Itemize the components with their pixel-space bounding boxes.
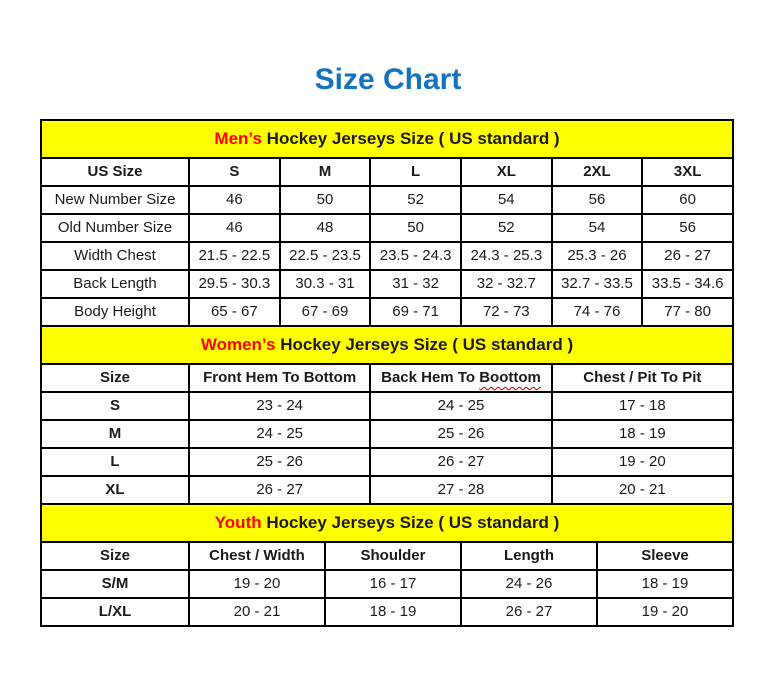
table-cell: 19 - 20 bbox=[552, 448, 733, 476]
table-head bbox=[41, 364, 733, 392]
table-cell: 48 bbox=[280, 214, 371, 242]
table-cell: 20 - 21 bbox=[552, 476, 733, 504]
row-header-cell: Width Chest bbox=[41, 242, 189, 270]
table-cell: 24 - 26 bbox=[461, 570, 597, 598]
table-cell: 23.5 - 24.3 bbox=[370, 242, 461, 270]
table-row bbox=[41, 598, 733, 626]
column-header-cell: M bbox=[280, 158, 371, 186]
table-row bbox=[41, 392, 733, 420]
table-row bbox=[41, 298, 733, 326]
column-header-cell: US Size bbox=[41, 158, 189, 186]
womens-section-banner bbox=[40, 327, 734, 363]
table-body bbox=[41, 186, 733, 326]
column-header-cell: 3XL bbox=[642, 158, 733, 186]
banner-accent-text: Youth bbox=[214, 513, 262, 532]
banner-accent-text: Women’s bbox=[200, 335, 276, 354]
column-header-cell: Chest / Width bbox=[189, 542, 325, 570]
table-cell: 26 - 27 bbox=[370, 448, 551, 476]
table-cell: 31 - 32 bbox=[370, 270, 461, 298]
table-cell: 65 - 67 bbox=[189, 298, 280, 326]
womens-size-section bbox=[40, 327, 734, 505]
row-header-cell: New Number Size bbox=[41, 186, 189, 214]
table-cell: 54 bbox=[461, 186, 552, 214]
table-body bbox=[41, 392, 733, 504]
row-header-cell: XL bbox=[41, 476, 189, 504]
table-cell: 56 bbox=[552, 186, 643, 214]
table-row bbox=[41, 186, 733, 214]
column-header-cell: XL bbox=[461, 158, 552, 186]
table-cell: 33.5 - 34.6 bbox=[642, 270, 733, 298]
table-cell: 22.5 - 23.5 bbox=[280, 242, 371, 270]
table-cell: 29.5 - 30.3 bbox=[189, 270, 280, 298]
column-header-cell: 2XL bbox=[552, 158, 643, 186]
column-header-cell: Length bbox=[461, 542, 597, 570]
table-cell: 72 - 73 bbox=[461, 298, 552, 326]
banner-text: Hockey Jerseys Size ( US standard ) bbox=[261, 129, 560, 148]
table-cell: 67 - 69 bbox=[280, 298, 371, 326]
row-header-cell: S bbox=[41, 392, 189, 420]
column-header-cell: Chest / Pit To Pit bbox=[552, 364, 733, 392]
row-header-cell: L bbox=[41, 448, 189, 476]
table-cell: 23 - 24 bbox=[189, 392, 370, 420]
header-row bbox=[41, 364, 733, 392]
table-head bbox=[41, 542, 733, 570]
header-row bbox=[41, 542, 733, 570]
table-cell: 24.3 - 25.3 bbox=[461, 242, 552, 270]
table-row bbox=[41, 476, 733, 504]
table-row bbox=[41, 214, 733, 242]
row-header-cell: L/XL bbox=[41, 598, 189, 626]
table-cell: 60 bbox=[642, 186, 733, 214]
table-head bbox=[41, 158, 733, 186]
page-title: Size Chart bbox=[314, 63, 462, 96]
size-tables-container bbox=[40, 119, 734, 627]
table-cell: 24 - 25 bbox=[189, 420, 370, 448]
table-cell: 54 bbox=[552, 214, 643, 242]
table-cell: 26 - 27 bbox=[642, 242, 733, 270]
table-cell: 27 - 28 bbox=[370, 476, 551, 504]
banner-accent-text: Men’s bbox=[214, 129, 262, 148]
banner-text: Hockey Jerseys Size ( US standard ) bbox=[275, 335, 574, 354]
column-header-cell: Sleeve bbox=[597, 542, 733, 570]
table-cell: 52 bbox=[461, 214, 552, 242]
table-cell: 18 - 19 bbox=[552, 420, 733, 448]
mens-size-table bbox=[40, 157, 734, 327]
row-header-cell: S/M bbox=[41, 570, 189, 598]
table-cell: 26 - 27 bbox=[461, 598, 597, 626]
table-cell: 32.7 - 33.5 bbox=[552, 270, 643, 298]
column-header-cell: Back Hem To Boottom bbox=[370, 364, 551, 392]
womens-size-table bbox=[40, 363, 734, 505]
table-cell: 25 - 26 bbox=[189, 448, 370, 476]
table-cell: 26 - 27 bbox=[189, 476, 370, 504]
table-cell: 69 - 71 bbox=[370, 298, 461, 326]
youth-section-banner bbox=[40, 505, 734, 541]
table-cell: 19 - 20 bbox=[189, 570, 325, 598]
table-cell: 52 bbox=[370, 186, 461, 214]
row-header-cell: Body Height bbox=[41, 298, 189, 326]
column-header-cell: Size bbox=[41, 542, 189, 570]
column-header-cell: L bbox=[370, 158, 461, 186]
table-cell: 46 bbox=[189, 214, 280, 242]
table-body bbox=[41, 570, 733, 626]
column-header-cell: Size bbox=[41, 364, 189, 392]
table-cell: 18 - 19 bbox=[597, 570, 733, 598]
table-cell: 30.3 - 31 bbox=[280, 270, 371, 298]
table-cell: 24 - 25 bbox=[370, 392, 551, 420]
table-cell: 20 - 21 bbox=[189, 598, 325, 626]
table-cell: 19 - 20 bbox=[597, 598, 733, 626]
table-row bbox=[41, 570, 733, 598]
column-header-cell: S bbox=[189, 158, 280, 186]
table-cell: 50 bbox=[370, 214, 461, 242]
table-cell: 50 bbox=[280, 186, 371, 214]
column-header-cell: Front Hem To Bottom bbox=[189, 364, 370, 392]
row-header-cell: Back Length bbox=[41, 270, 189, 298]
row-header-cell: Old Number Size bbox=[41, 214, 189, 242]
table-cell: 21.5 - 22.5 bbox=[189, 242, 280, 270]
table-cell: 17 - 18 bbox=[552, 392, 733, 420]
table-row bbox=[41, 420, 733, 448]
mens-size-section bbox=[40, 119, 734, 327]
row-header-cell: M bbox=[41, 420, 189, 448]
table-cell: 56 bbox=[642, 214, 733, 242]
table-cell: 25 - 26 bbox=[370, 420, 551, 448]
table-cell: 32 - 32.7 bbox=[461, 270, 552, 298]
table-row bbox=[41, 270, 733, 298]
table-cell: 18 - 19 bbox=[325, 598, 461, 626]
table-row bbox=[41, 448, 733, 476]
table-cell: 16 - 17 bbox=[325, 570, 461, 598]
table-cell: 25.3 - 26 bbox=[552, 242, 643, 270]
table-cell: 46 bbox=[189, 186, 280, 214]
youth-size-table bbox=[40, 541, 734, 627]
table-row bbox=[41, 242, 733, 270]
banner-text: Hockey Jerseys Size ( US standard ) bbox=[261, 513, 560, 532]
column-header-cell: Shoulder bbox=[325, 542, 461, 570]
table-cell: 74 - 76 bbox=[552, 298, 643, 326]
mens-section-banner bbox=[40, 119, 734, 157]
header-row bbox=[41, 158, 733, 186]
table-cell: 77 - 80 bbox=[642, 298, 733, 326]
spellcheck-underline: Boottom bbox=[479, 369, 541, 386]
youth-size-section bbox=[40, 505, 734, 627]
